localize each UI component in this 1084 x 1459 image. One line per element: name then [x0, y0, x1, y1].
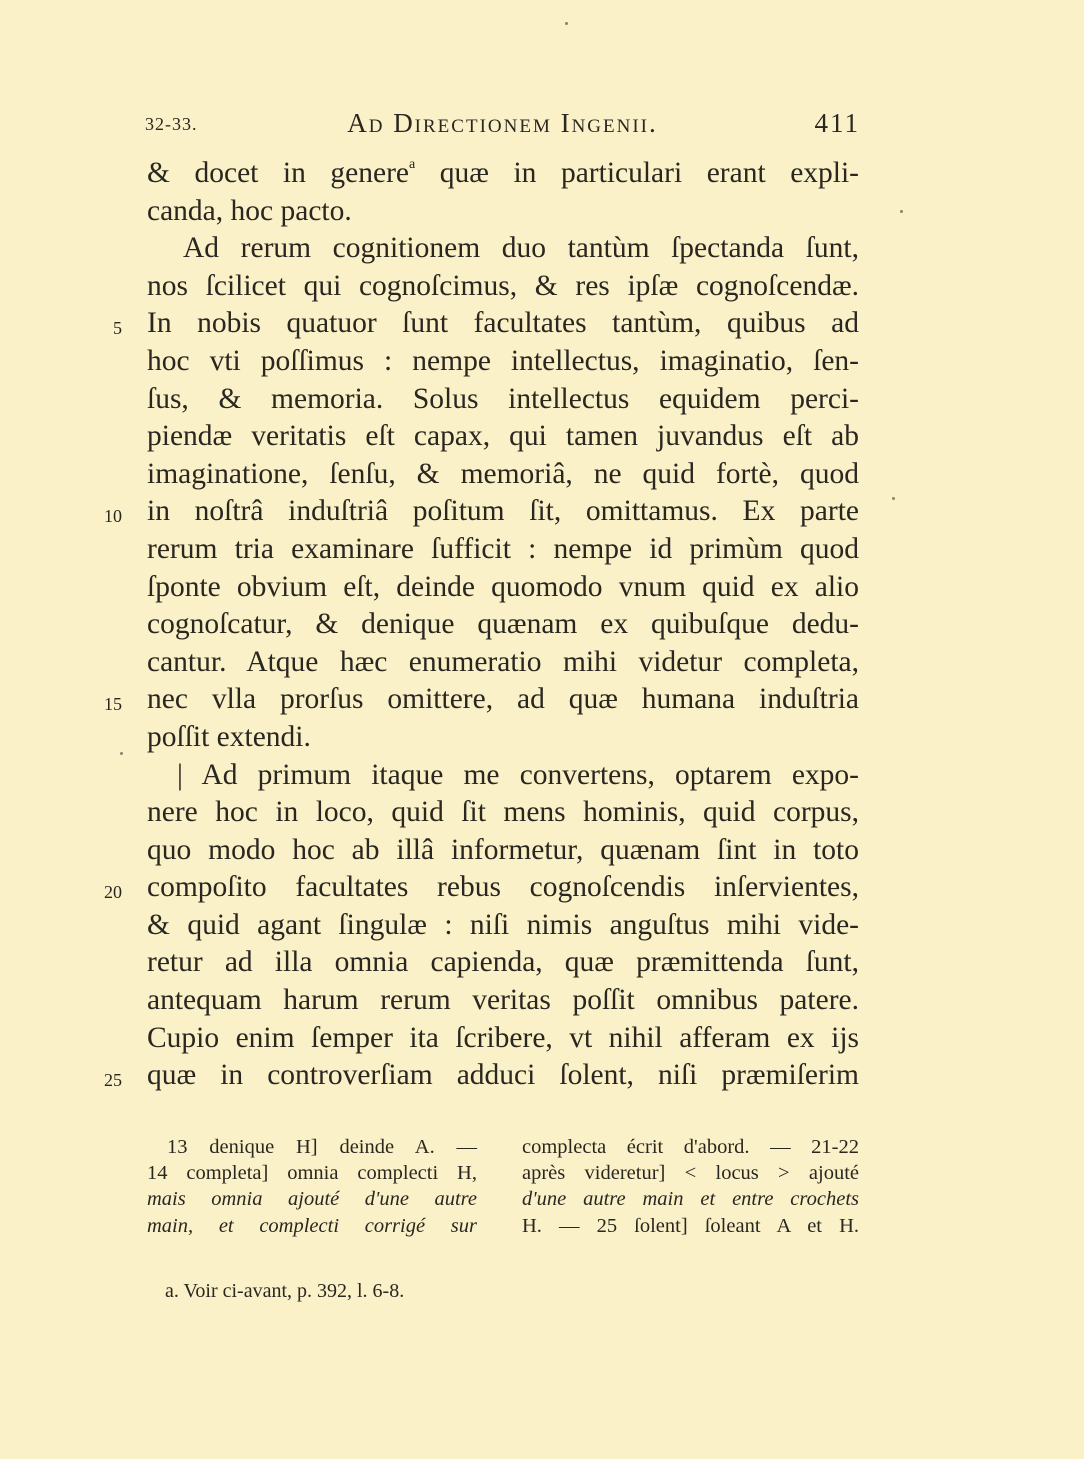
text-line: ſus, & memoria. Solus intellectus equidem perci-: [147, 382, 859, 415]
critical-notes-right: [522, 1134, 859, 1239]
note-line: main, et complecti corrigé sur: [147, 1214, 477, 1237]
text-line: quæ in controverſiam adduci ſolent, niſi præmiſerim: [147, 1059, 859, 1092]
text-line: nec vlla prorſus omittere, ad quæ humana induſtria: [147, 683, 859, 716]
note-line: d'une autre main et entre crochets: [522, 1188, 859, 1211]
text-line: hoc vti poſſimus : nempe intellectus, imaginatio, ſen-: [147, 344, 859, 377]
note-line: 13 denique H] deinde A. —: [167, 1136, 477, 1158]
critical-notes-left: [147, 1134, 477, 1239]
text-line: retur ad illa omnia capienda, quæ præmittenda ſunt,: [147, 946, 859, 979]
page-number: 411: [814, 108, 860, 138]
running-header: [145, 108, 860, 142]
print-speck: [565, 22, 568, 25]
line-number: 15: [104, 694, 122, 714]
note-line: H. — 25 ſolent] ſoleant A et H.: [522, 1214, 859, 1237]
text-line: poſſit extendi.: [147, 720, 311, 753]
text-line: imaginatione, ſenſu, & memoriâ, ne quid fortè, quod: [147, 457, 859, 490]
line-number: 25: [104, 1070, 122, 1090]
text-line: nere hoc in loco, quid ſit mens hominis, quid corpus,: [147, 796, 859, 829]
text-line: piendæ veritatis eſt capax, qui tamen juvandus eſt ab: [147, 420, 859, 453]
text-line: canda, hoc pacto.: [147, 194, 352, 227]
note-line: mais omnia ajouté d'une autre: [147, 1188, 477, 1211]
text-line: & quid agant ſingulæ : niſi nimis anguſtus mihi vide-: [147, 908, 859, 941]
print-speck: [120, 752, 123, 755]
line-number: 10: [104, 506, 122, 526]
text-line: rerum tria examinare ſufficit : nempe id primùm quod: [147, 532, 859, 565]
footnote: a. Voir ci-avant, p. 392, l. 6-8.: [165, 1280, 405, 1302]
text-line: cantur. Atque hæc enumeratio mihi videtur completa,: [147, 645, 859, 678]
text-line: nos ſcilicet qui cognoſcimus, & res ipſæ cognoſcendæ.: [147, 269, 859, 302]
text-segment: quæ in particulari erant expli-: [439, 157, 860, 189]
text-line: Ad rerum cognitionem duo tantùm ſpectanda ſunt,: [183, 232, 859, 265]
print-speck: [892, 497, 895, 500]
text-line: in noſtrâ induſtriâ poſitum ſit, omittamus. Ex parte: [147, 495, 859, 528]
text-line: | Ad primum itaque me convertens, optarem expo-: [177, 758, 859, 791]
print-speck: [900, 210, 903, 213]
text-line: [147, 155, 859, 193]
text-line: compoſito facultates rebus cognoſcendis inſervientes,: [147, 871, 859, 904]
section-range: 32-33.: [145, 114, 198, 134]
note-line: complecta écrit d'abord. — 21-22: [522, 1136, 859, 1158]
text-line: In nobis quatuor ſunt facultates tantùm, quibus ad: [147, 307, 859, 340]
note-line: après videretur] < locus > ajouté: [522, 1162, 859, 1185]
running-title: Ad Directionem Ingenii.: [347, 108, 658, 138]
text-line: antequam harum rerum veritas poſſit omnibus patere.: [147, 984, 859, 1017]
text-line: quo modo hoc ab illâ informetur, quænam ſint in toto: [147, 833, 859, 866]
text-line: ſponte obvium eſt, deinde quomodo vnum quid ex alio: [147, 570, 859, 603]
line-number: 5: [113, 318, 122, 338]
text-line: Cupio enim ſemper ita ſcribere, vt nihil afferam ex ijs: [147, 1021, 859, 1054]
text-segment: & docet in genere: [147, 157, 409, 189]
text-line: cognoſcatur, & denique quænam ex quibuſque dedu-: [147, 608, 859, 641]
main-text: [147, 155, 859, 1095]
note-line: 14 completa] omnia complecti H,: [147, 1162, 477, 1185]
line-number: 20: [104, 882, 122, 902]
footnote-ref: a: [409, 157, 416, 172]
